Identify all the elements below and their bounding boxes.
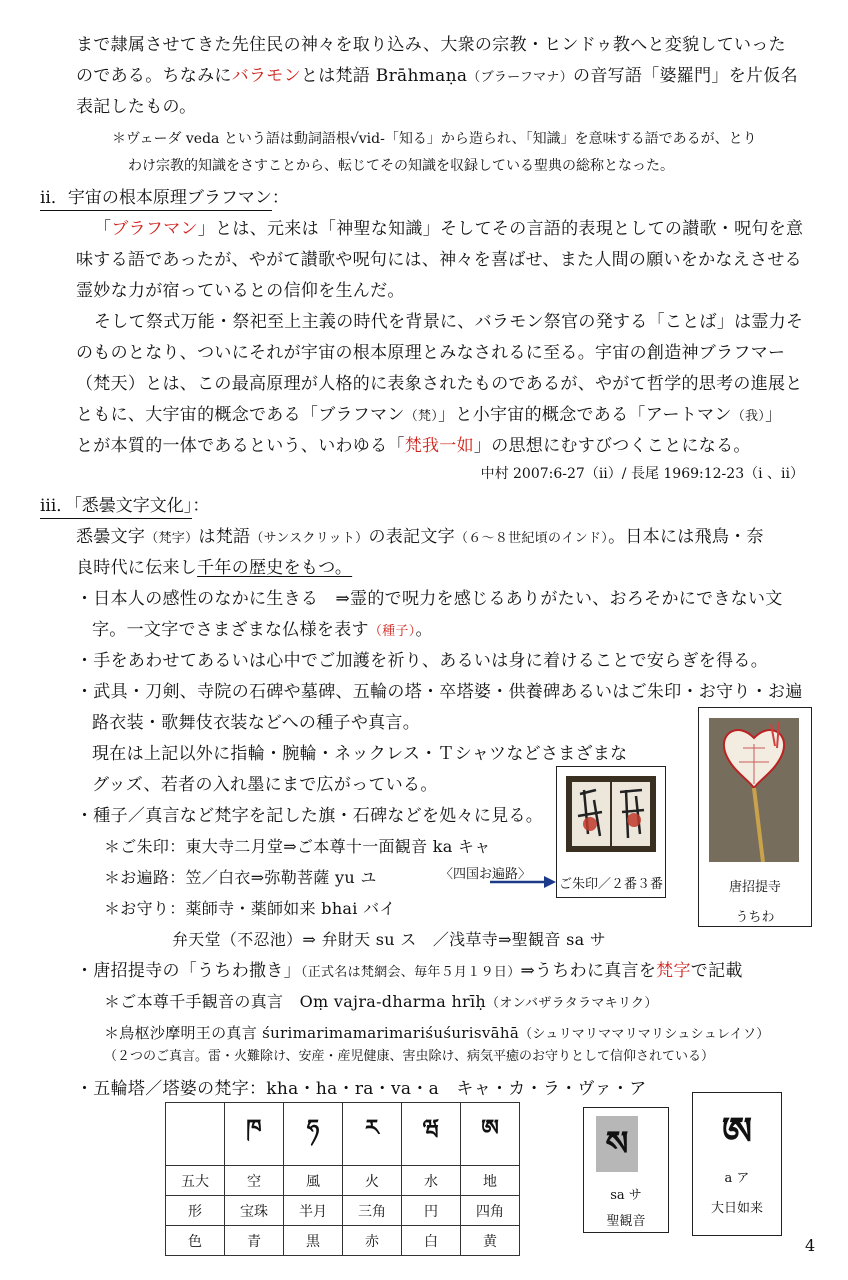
table-row — [166, 1196, 520, 1226]
uchiwa-photo-box — [698, 707, 812, 927]
bullet-4: ・種子／真言など梵字を記した旗・石碑などを処々に見る。 — [76, 806, 544, 826]
intro-line-1: まで隷属させてきた先住民の神々を取り込み、大衆の宗教・ヒンドゥ教へと変貌していった — [76, 35, 786, 55]
bullet-6: ・五輪塔／塔婆の梵字：kha・ha・ra・va・a キャ・カ・ラ・ヴァ・ア — [76, 1079, 647, 1099]
text: 」の思想にむすびつくことになる。 — [473, 436, 751, 456]
table-cell: 半月 — [284, 1196, 343, 1226]
text: 」と小宇宙的概念である「アートマン — [438, 405, 732, 425]
text: （梵字） — [145, 531, 199, 546]
intro-line-2 — [76, 64, 798, 90]
table-cell: 五大 — [166, 1166, 225, 1196]
brahman-p2-line-4 — [76, 403, 782, 429]
bullet-3-line-3: 現在は上記以外に指輪・腕輪・ネックレス・Ｔシャツなどさまざまな — [92, 744, 628, 764]
text: のである。ちなみに — [76, 66, 232, 86]
table-cell: 風 — [284, 1166, 343, 1196]
table-cell: 赤 — [343, 1226, 402, 1256]
sa-glyph: ས — [596, 1116, 638, 1172]
shikoku-ohenro-note: 〈四国お遍路〉 — [440, 867, 532, 882]
table-cell: 宝珠 — [225, 1196, 284, 1226]
text: （オンバザラタラマキリク） — [486, 996, 658, 1011]
sa-name: 聖観音 — [606, 1214, 646, 1229]
section-heading-iii — [40, 494, 209, 518]
bullet-3-line-2: 路衣装・歌舞伎衣装などへの種子や真言。 — [92, 713, 421, 733]
table-cell: 三角 — [343, 1196, 402, 1226]
text: （我） — [731, 409, 766, 424]
uchiwa-caption-1: 唐招提寺 — [728, 880, 781, 895]
table-cell: 白 — [402, 1226, 461, 1256]
veda-note-1: ＊ヴェーダ veda という語は動詞語根√vid-「知る」から造られ、「知識」を意味する語であるが、とり — [112, 131, 757, 147]
gorin-header-row — [166, 1103, 520, 1166]
uchiwa-caption-2: うちわ — [735, 910, 775, 925]
uchiwa-photo — [709, 718, 799, 862]
a-label: a ア — [724, 1171, 750, 1186]
brahman-p2-line-5 — [76, 434, 751, 458]
text: （正式名は梵網会、毎年５月１９日） — [300, 965, 521, 980]
table-cell: 四角 — [461, 1196, 520, 1226]
arrow-right-icon — [490, 874, 556, 888]
table-cell: 形 — [166, 1196, 225, 1226]
siddham-ra: ར — [343, 1103, 402, 1166]
siddham-p1-line-1 — [76, 525, 764, 551]
text: で記載 — [690, 961, 743, 981]
text: は梵語 — [198, 527, 251, 547]
bullet-5-sub-1 — [104, 990, 658, 1016]
text: （サンスクリット） — [250, 531, 369, 546]
brahman-p2-line-2: のものとなり、ついにそれが宇宙の根本原理とみなされるに至る。宇宙の創造神ブラフマー — [76, 343, 786, 363]
table-cell: 水 — [402, 1166, 461, 1196]
intro-line-3: 表記したもの。 — [76, 97, 197, 117]
bullet-5-sub-3: （２つのご真言。雷・火難除け、安産・産児健康、害虫除け、病気平癒のお守りとして信仰されている） — [104, 1049, 714, 1064]
table-cell: 色 — [166, 1226, 225, 1256]
siddham-p1-line-2 — [76, 556, 352, 580]
gorin-table — [165, 1102, 520, 1256]
sa-label: sa サ — [610, 1188, 642, 1203]
heading-title: 「悉曇文字文化」 — [73, 496, 193, 516]
term-bongaichinyo: 梵我一如 — [404, 436, 474, 456]
text: 悉曇文字 — [76, 527, 146, 547]
sa-card — [583, 1107, 669, 1233]
goshuin-photo-box — [556, 766, 666, 898]
term-baramon: バラモン — [231, 66, 301, 86]
section-heading-ii — [40, 186, 289, 210]
table-cell: 円 — [402, 1196, 461, 1226]
text: （梵） — [404, 409, 439, 424]
text: とは梵語 Brāhmaṇa — [300, 66, 468, 86]
page-number: 4 — [805, 1236, 816, 1255]
brahman-p1-line-2: 味する語であったが、やがて讃歌や呪句には、神々を喜ばせ、また人間の願いをかなえさせる — [76, 250, 802, 270]
heading-colon: ： — [192, 496, 210, 516]
text: ・唐招提寺の「うちわ撒き」 — [76, 961, 301, 981]
text: 。 — [415, 620, 433, 640]
bullet-5 — [76, 959, 743, 985]
term-brahman: ブラフマン — [111, 219, 198, 239]
goshuin-caption: ご朱印／２番３番 — [558, 877, 663, 892]
text: ＊ご本尊千手観音の真言 Oṃ vajra-dharma hrīḥ — [104, 992, 487, 1011]
goshuin-photo — [566, 776, 656, 852]
a-card — [692, 1092, 782, 1236]
table-row — [166, 1226, 520, 1256]
table-cell: 火 — [343, 1166, 402, 1196]
bullet-3-line-4: グッズ、若者の入れ墨にまで広がっている。 — [92, 775, 438, 795]
text: （６～８世紀頃のインド） — [454, 531, 609, 546]
bullet-3-line-1: ・武具・刀剣、寺院の石碑や墓碑、五輪の塔・卒塔婆・供養碑あるいはご朱印・お守り・お遍 — [76, 682, 803, 702]
text: ＊鳥枢沙摩明王の真言 śurimarimamarimariśuśurisvāhā — [104, 1024, 520, 1042]
text: （ブラーフマナ） — [467, 70, 574, 85]
a-name: 大日如来 — [710, 1201, 763, 1216]
text: 良時代に伝来し — [76, 558, 198, 578]
table-cell — [166, 1103, 225, 1166]
a-glyph: ཨ — [721, 1108, 753, 1153]
siddham-va: ཝ — [402, 1103, 461, 1166]
bullet-5-sub-2 — [104, 1021, 770, 1047]
bullet-1-line-2 — [92, 618, 433, 644]
bullet-4-sub-4: 弁天堂（不忍池）⇒ 弁財天 su ス ／浅草寺⇒聖観音 sa サ — [172, 930, 607, 949]
term-bonji: 梵字 — [656, 961, 691, 981]
text: ともに、大宇宙的概念である「ブラフマン — [76, 405, 405, 425]
text: 。日本には飛鳥・奈 — [608, 527, 764, 547]
heading-colon: ： — [271, 188, 289, 208]
text: の音写語「婆羅門」を片仮名 — [573, 66, 798, 86]
text: ⇒うちわに真言を — [520, 961, 657, 981]
citation: 中村 2007:6-27（ii）/ 長尾 1969:12-23（i 、ii） — [480, 466, 804, 482]
table-cell: 青 — [225, 1226, 284, 1256]
bullet-4-sub-3: ＊お守り：薬師寺・薬師如来 bhai バイ — [104, 899, 396, 918]
text: とが本質的一体であるという、いわゆる「 — [76, 436, 405, 456]
siddham-kha: ཁ — [225, 1103, 284, 1166]
siddham-a: ཨ — [461, 1103, 520, 1166]
bullet-2: ・手をあわせてあるいは心中でご加護を祈り、あるいは身に着けることで安らぎを得る。 — [76, 651, 768, 671]
text: 「 — [94, 219, 112, 239]
siddham-ha: ཧ — [284, 1103, 343, 1166]
heading-number: iii． — [40, 496, 74, 516]
brahman-p1-line-1 — [94, 217, 803, 241]
underlined-text: 千年の歴史をもつ。 — [197, 558, 353, 578]
text: の表記文字 — [368, 527, 455, 547]
heading-title: 宇宙の根本原理ブラフマン — [67, 188, 272, 208]
bullet-4-sub-1: ＊ご朱印：東大寺二月堂⇒ご本尊十一面観音 ka キャ — [104, 837, 491, 856]
table-cell: 黒 — [284, 1226, 343, 1256]
text: （シュリマリママリマリシュシュレイソ） — [519, 1027, 770, 1042]
brahman-p2-line-3: （梵天）とは、この最高原理が人格的に表象されたものであるが、やがて哲学的思考の進展と — [76, 374, 803, 394]
text: 字。一文字でさまざまな仏様を表す — [92, 620, 369, 640]
table-cell: 空 — [225, 1166, 284, 1196]
veda-note-2: わけ宗教的知識をさすことから、転じてその知識を収録している聖典の総称となった。 — [128, 158, 674, 174]
bullet-1-line-1: ・日本人の感性のなかに生きる ⇒霊的で呪力を感じるありがたい、おろそかにできない文 — [76, 589, 783, 609]
bullet-4-sub-2: ＊お遍路：笠／白衣⇒弥勒菩薩 yu ユ — [104, 868, 377, 887]
heading-number: ii． — [40, 188, 68, 208]
text: 」 — [765, 405, 783, 425]
table-cell: 地 — [461, 1166, 520, 1196]
brahman-p2-line-1: そして祭式万能・祭祀至上主義の時代を背景に、バラモン祭官の発する「ことば」は霊力そ — [94, 312, 804, 332]
table-row — [166, 1166, 520, 1196]
term-shuji: （種子） — [368, 624, 416, 639]
brahman-p1-line-3: 霊妙な力が宿っているとの信仰を生んだ。 — [76, 281, 405, 301]
text: 」とは、元来は「神聖な知識」そしてその言語的表現としての讃歌・呪句を意 — [197, 219, 804, 239]
table-cell: 黄 — [461, 1226, 520, 1256]
